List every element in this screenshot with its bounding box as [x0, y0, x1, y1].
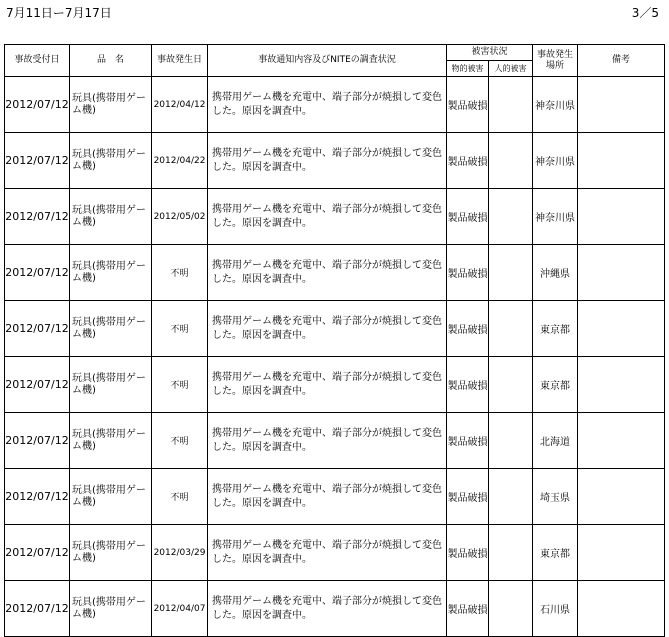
location-cell: 北海道 — [533, 413, 578, 469]
remarks-cell — [578, 525, 665, 581]
property-damage-cell: 製品破損 — [447, 357, 489, 413]
col-details: 事故通知内容及びNITEの調査状況 — [208, 45, 447, 77]
product-cell: 玩具(携帯用ゲーム機) — [70, 301, 152, 357]
human-damage-cell — [489, 77, 533, 133]
product-cell: 玩具(携帯用ゲーム機) — [70, 133, 152, 189]
location-cell: 神奈川県 — [533, 189, 578, 245]
human-damage-cell — [489, 525, 533, 581]
product-cell: 玩具(携帯用ゲーム機) — [70, 245, 152, 301]
property-damage-cell: 製品破損 — [447, 581, 489, 637]
location-cell: 神奈川県 — [533, 133, 578, 189]
property-damage-cell: 製品破損 — [447, 245, 489, 301]
received-date-cell: 2012/07/12 — [5, 525, 70, 581]
remarks-cell — [578, 413, 665, 469]
location-cell: 埼玉県 — [533, 469, 578, 525]
product-cell: 玩具(携帯用ゲーム機) — [70, 189, 152, 245]
received-date-cell: 2012/07/12 — [5, 189, 70, 245]
human-damage-cell — [489, 245, 533, 301]
table-row — [5, 77, 665, 133]
details-cell: 携帯用ゲーム機を充電中、端子部分が焼損して変色した。原因を調査中。 — [208, 77, 447, 133]
product-cell: 玩具(携帯用ゲーム機) — [70, 581, 152, 637]
human-damage-cell — [489, 301, 533, 357]
occurred-date-cell: 2012/04/22 — [152, 133, 208, 189]
remarks-cell — [578, 301, 665, 357]
product-cell: 玩具(携帯用ゲーム機) — [70, 525, 152, 581]
human-damage-cell — [489, 357, 533, 413]
property-damage-cell: 製品破損 — [447, 301, 489, 357]
received-date-cell: 2012/07/12 — [5, 301, 70, 357]
received-date-cell: 2012/07/12 — [5, 413, 70, 469]
page-header — [6, 4, 659, 22]
col-property-damage: 物的被害 — [447, 61, 489, 77]
human-damage-cell — [489, 413, 533, 469]
table-row — [5, 301, 665, 357]
col-human-damage: 人的被害 — [489, 61, 533, 77]
details-cell: 携帯用ゲーム機を充電中、端子部分が焼損して変色した。原因を調査中。 — [208, 189, 447, 245]
occurred-date-cell: 2012/03/29 — [152, 525, 208, 581]
remarks-cell — [578, 77, 665, 133]
table-row — [5, 581, 665, 637]
occurred-date-cell: 不明 — [152, 245, 208, 301]
remarks-cell — [578, 133, 665, 189]
property-damage-cell: 製品破損 — [447, 525, 489, 581]
details-cell: 携帯用ゲーム機を充電中、端子部分が焼損して変色した。原因を調査中。 — [208, 301, 447, 357]
received-date-cell: 2012/07/12 — [5, 357, 70, 413]
details-cell: 携帯用ゲーム機を充電中、端子部分が焼損して変色した。原因を調査中。 — [208, 525, 447, 581]
table-row — [5, 133, 665, 189]
received-date-cell: 2012/07/12 — [5, 77, 70, 133]
received-date-cell: 2012/07/12 — [5, 133, 70, 189]
location-cell: 沖縄県 — [533, 245, 578, 301]
human-damage-cell — [489, 469, 533, 525]
remarks-cell — [578, 581, 665, 637]
location-cell: 石川県 — [533, 581, 578, 637]
product-cell: 玩具(携帯用ゲーム機) — [70, 77, 152, 133]
received-date-cell: 2012/07/12 — [5, 581, 70, 637]
property-damage-cell: 製品破損 — [447, 469, 489, 525]
product-cell: 玩具(携帯用ゲーム機) — [70, 413, 152, 469]
property-damage-cell: 製品破損 — [447, 133, 489, 189]
occurred-date-cell: 不明 — [152, 413, 208, 469]
table-row — [5, 189, 665, 245]
location-cell: 東京都 — [533, 525, 578, 581]
property-damage-cell: 製品破損 — [447, 77, 489, 133]
col-location: 事故発生場所 — [533, 45, 578, 77]
location-cell: 神奈川県 — [533, 77, 578, 133]
occurred-date-cell: 2012/04/07 — [152, 581, 208, 637]
col-product: 品 名 — [70, 45, 152, 77]
occurred-date-cell: 不明 — [152, 301, 208, 357]
property-damage-cell: 製品破損 — [447, 413, 489, 469]
col-remarks: 備考 — [578, 45, 665, 77]
product-cell: 玩具(携帯用ゲーム機) — [70, 469, 152, 525]
remarks-cell — [578, 189, 665, 245]
col-damage-group: 被害状況 — [447, 45, 533, 61]
occurred-date-cell: 2012/04/12 — [152, 77, 208, 133]
human-damage-cell — [489, 581, 533, 637]
header-row — [5, 45, 665, 61]
col-occurred-date: 事故発生日 — [152, 45, 208, 77]
received-date-cell: 2012/07/12 — [5, 469, 70, 525]
accident-table — [4, 44, 665, 637]
table-row — [5, 413, 665, 469]
received-date-cell: 2012/07/12 — [5, 245, 70, 301]
location-cell: 東京都 — [533, 357, 578, 413]
table-row — [5, 469, 665, 525]
remarks-cell — [578, 245, 665, 301]
date-range: 7月11日ー7月17日 — [6, 6, 112, 20]
col-received-date: 事故受付日 — [5, 45, 70, 77]
details-cell: 携帯用ゲーム機を充電中、端子部分が焼損して変色した。原因を調査中。 — [208, 245, 447, 301]
location-cell: 東京都 — [533, 301, 578, 357]
details-cell: 携帯用ゲーム機を充電中、端子部分が焼損して変色した。原因を調査中。 — [208, 469, 447, 525]
human-damage-cell — [489, 133, 533, 189]
details-cell: 携帯用ゲーム機を充電中、端子部分が焼損して変色した。原因を調査中。 — [208, 581, 447, 637]
occurred-date-cell: 2012/05/02 — [152, 189, 208, 245]
property-damage-cell: 製品破損 — [447, 189, 489, 245]
occurred-date-cell: 不明 — [152, 357, 208, 413]
remarks-cell — [578, 357, 665, 413]
details-cell: 携帯用ゲーム機を充電中、端子部分が焼損して変色した。原因を調査中。 — [208, 413, 447, 469]
table-row — [5, 245, 665, 301]
table-row — [5, 357, 665, 413]
occurred-date-cell: 不明 — [152, 469, 208, 525]
details-cell: 携帯用ゲーム機を充電中、端子部分が焼損して変色した。原因を調査中。 — [208, 133, 447, 189]
product-cell: 玩具(携帯用ゲーム機) — [70, 357, 152, 413]
table-row — [5, 525, 665, 581]
page-number: 3／5 — [631, 6, 659, 20]
details-cell: 携帯用ゲーム機を充電中、端子部分が焼損して変色した。原因を調査中。 — [208, 357, 447, 413]
human-damage-cell — [489, 189, 533, 245]
remarks-cell — [578, 469, 665, 525]
